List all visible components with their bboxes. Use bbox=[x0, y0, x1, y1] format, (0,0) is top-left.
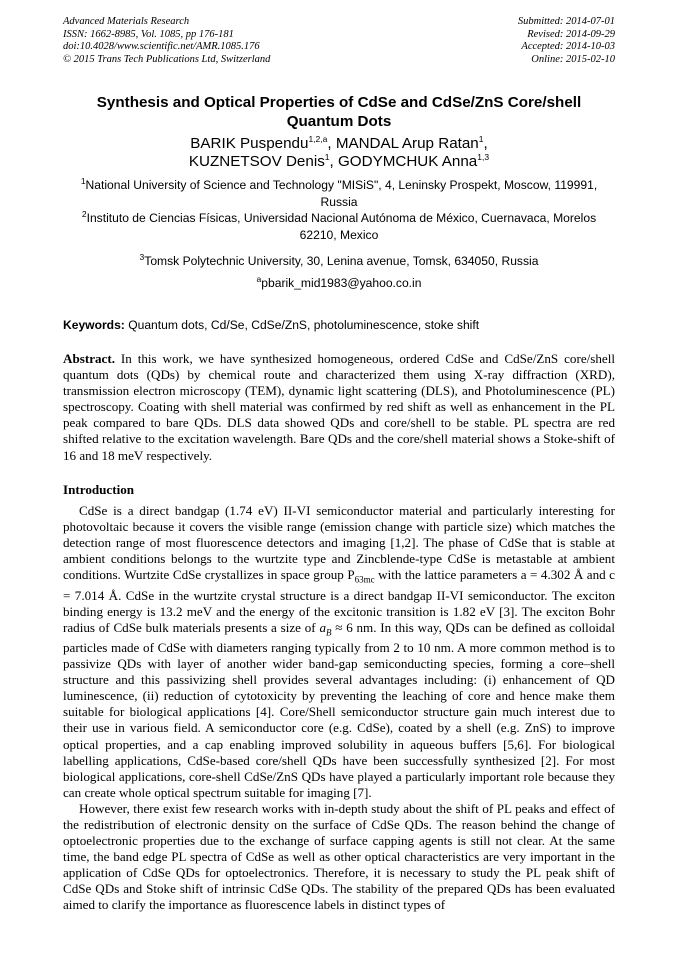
abstract-text: In this work, we have synthesized homogeneous, ordered CdSe and CdSe/ZnS core/shell quantum dots (QDs) by chemical route and characterized them using X-ray diffraction (XRD), transmission electron microscopy (TEM), dynamic light scattering (DLS), and Photoluminescence (PL) spectroscopy. Coating with shell material was confirmed by red shift as well as enhancement in the PL peak compared to bare QDs. DLS data showed QDs and core/shell to be stable. PL spectra are red shifted relative to the excitation wavelength. Bare QDs and the core/shell material shows a Stoke-shift of 16 and 18 meV respectively. bbox=[63, 351, 615, 463]
journal-header bbox=[63, 16, 615, 66]
intro-p1-part-a: CdSe is a direct bandgap (1.74 eV) II-VI semiconductor material and particularly interesting for photovoltaic because it covers the visible range (emission change with particle size) which matches the detection range of most fluorescence detectors and imaging [1,2]. The phase of CdSe that is stable at ambient conditions belongs to the wurtzite type and Zincblende-type CdSe is metastable at ambient conditions. Wurtzite CdSe crystallizes in space group P bbox=[63, 502, 615, 582]
author-separator: , bbox=[327, 135, 336, 152]
paper-page bbox=[63, 16, 615, 913]
affiliation-3 bbox=[63, 253, 615, 270]
author-name: BARIK Puspendu bbox=[190, 135, 309, 152]
submission-dates bbox=[518, 16, 615, 66]
date-online: Online: 2015-02-10 bbox=[531, 53, 615, 65]
keywords bbox=[63, 317, 615, 333]
affiliation-sup: 2 bbox=[81, 208, 87, 219]
abstract bbox=[63, 351, 615, 464]
author-name: MANDAL Arup Ratan bbox=[335, 135, 479, 152]
author-list bbox=[63, 135, 615, 171]
email-text: pbarik_mid1983@yahoo.co.in bbox=[261, 275, 422, 290]
abstract-label: Abstract. bbox=[63, 351, 115, 366]
author-affil-sup: 1 bbox=[324, 151, 330, 162]
bohr-radius-symbol: a bbox=[319, 619, 326, 635]
author-name: KUZNETSOV Denis bbox=[188, 153, 325, 170]
author-affil-sup: 1,3 bbox=[477, 151, 490, 162]
intro-p1-part-c: ≈ 6 nm. In this way, QDs can be defined as colloidal particles made of CdSe with diameters ranging typically from 2 to 10 nm. A more common method is to passivize QDs with layer of another wider band-gap semiconducting species, forming a core–shell structure and this passivizing shell provides several advantages including: (i) enhancement of QD luminescence, (ii) reduction of cytotoxicity by preventing the leaching of core and hence make them suitable for biological applications [4]. Core/Shell semiconductor structure gain much interest due to their use in various field. A semiconductor core (e.g. CdSe), coated by a shell (e.g. ZnS) to improve optical properties, and a cap enabling improved solubility in aqueous buffers [5,6]. For biological labelling applications, CdSe-based core/shell QDs have been successfully synthesized [2]. For most biological applications, core-shell CdSe/ZnS QDs have played a particularly important role because they can create whole optical spectrum suitable for imaging [7]. bbox=[63, 619, 615, 800]
intro-p1-part-b: with the lattice parameters a = 4.302 Å and c = 7.014 Å. CdSe in the wurtzite crystal structure is a direct bandgap II-VI semiconductor. The exciton binding energy is 13.2 meV and the energy of the excitonic transition is 1.82 eV [3]. The exciton Bohr radius of CdSe bulk materials presents a size of bbox=[63, 566, 615, 635]
affiliation-sup: 3 bbox=[139, 251, 145, 262]
author-affil-sup: 1,2,a bbox=[308, 133, 328, 144]
author-line-1 bbox=[63, 135, 615, 153]
date-revised: Revised: 2014-09-29 bbox=[527, 28, 615, 40]
space-group-subscript: 63mc bbox=[354, 574, 375, 585]
journal-name: Advanced Materials Research bbox=[63, 16, 190, 27]
journal-doi: doi:10.4028/www.scientific.net/AMR.1085.176 bbox=[63, 41, 260, 52]
journal-info bbox=[63, 16, 270, 66]
intro-paragraph-1 bbox=[63, 503, 615, 801]
journal-issn: ISSN: 1662-8985, Vol. 1085, pp 176-181 bbox=[63, 28, 234, 40]
author-separator: , bbox=[483, 135, 488, 152]
affiliation-text: Tomsk Polytechnic University, 30, Lenina avenue, Tomsk, 634050, Russia bbox=[144, 254, 539, 268]
keywords-label: Keywords: bbox=[63, 318, 125, 332]
affiliation-2 bbox=[63, 210, 615, 243]
affiliation-sup: 1 bbox=[80, 175, 86, 186]
affiliation-text: Instituto de Ciencias Físicas, Universidad Nacional Autónoma de México, Cuernavaca, Morelos 62210, Mexico bbox=[86, 211, 597, 242]
keywords-text: Quantum dots, Cd/Se, CdSe/ZnS, photoluminescence, stoke shift bbox=[124, 318, 480, 332]
section-heading-introduction: Introduction bbox=[63, 481, 135, 497]
date-submitted: Submitted: 2014-07-01 bbox=[517, 16, 615, 27]
bohr-radius-subscript: B bbox=[325, 627, 332, 638]
intro-paragraph-2: However, there exist few research works with in-depth study about the shift of PL peaks and effect of the redistribution of electronic density on the surface of CdSe QDs. The reason behind the change of optoelectronic properties due to the exchange of surface capping agents is still not clear. At the same time, the band edge PL spectra of CdSe as well as other optical characteristics are very important in the application of CdSe QDs for optoelectronics. Therefore, it is necessary to study the PL peak shift of CdSe QDs and Stoke shift of intrinsic CdSe QDs. The stability of the prepared QDs has been evaluated aimed to clarify the importance as fluorescence labels in distinct types of bbox=[63, 800, 615, 912]
author-name: GODYMCHUK Anna bbox=[337, 153, 478, 170]
date-accepted: Accepted: 2014-10-03 bbox=[521, 41, 615, 52]
author-line-2 bbox=[63, 153, 615, 171]
journal-copyright: © 2015 Trans Tech Publications Ltd, Switzerland bbox=[63, 53, 271, 65]
affiliation-text: National University of Science and Technology "MISiS", 4, Leninsky Prospekt, Moscow, 119991, Russia bbox=[85, 178, 598, 209]
author-email bbox=[63, 275, 615, 292]
email-sup: a bbox=[256, 273, 262, 284]
affiliation-1 bbox=[63, 177, 615, 210]
paper-title: Synthesis and Optical Properties of CdSe and CdSe/ZnS Core/shell Quantum Dots bbox=[96, 94, 582, 130]
author-separator: , bbox=[329, 153, 338, 170]
author-affil-sup: 1 bbox=[478, 133, 484, 144]
